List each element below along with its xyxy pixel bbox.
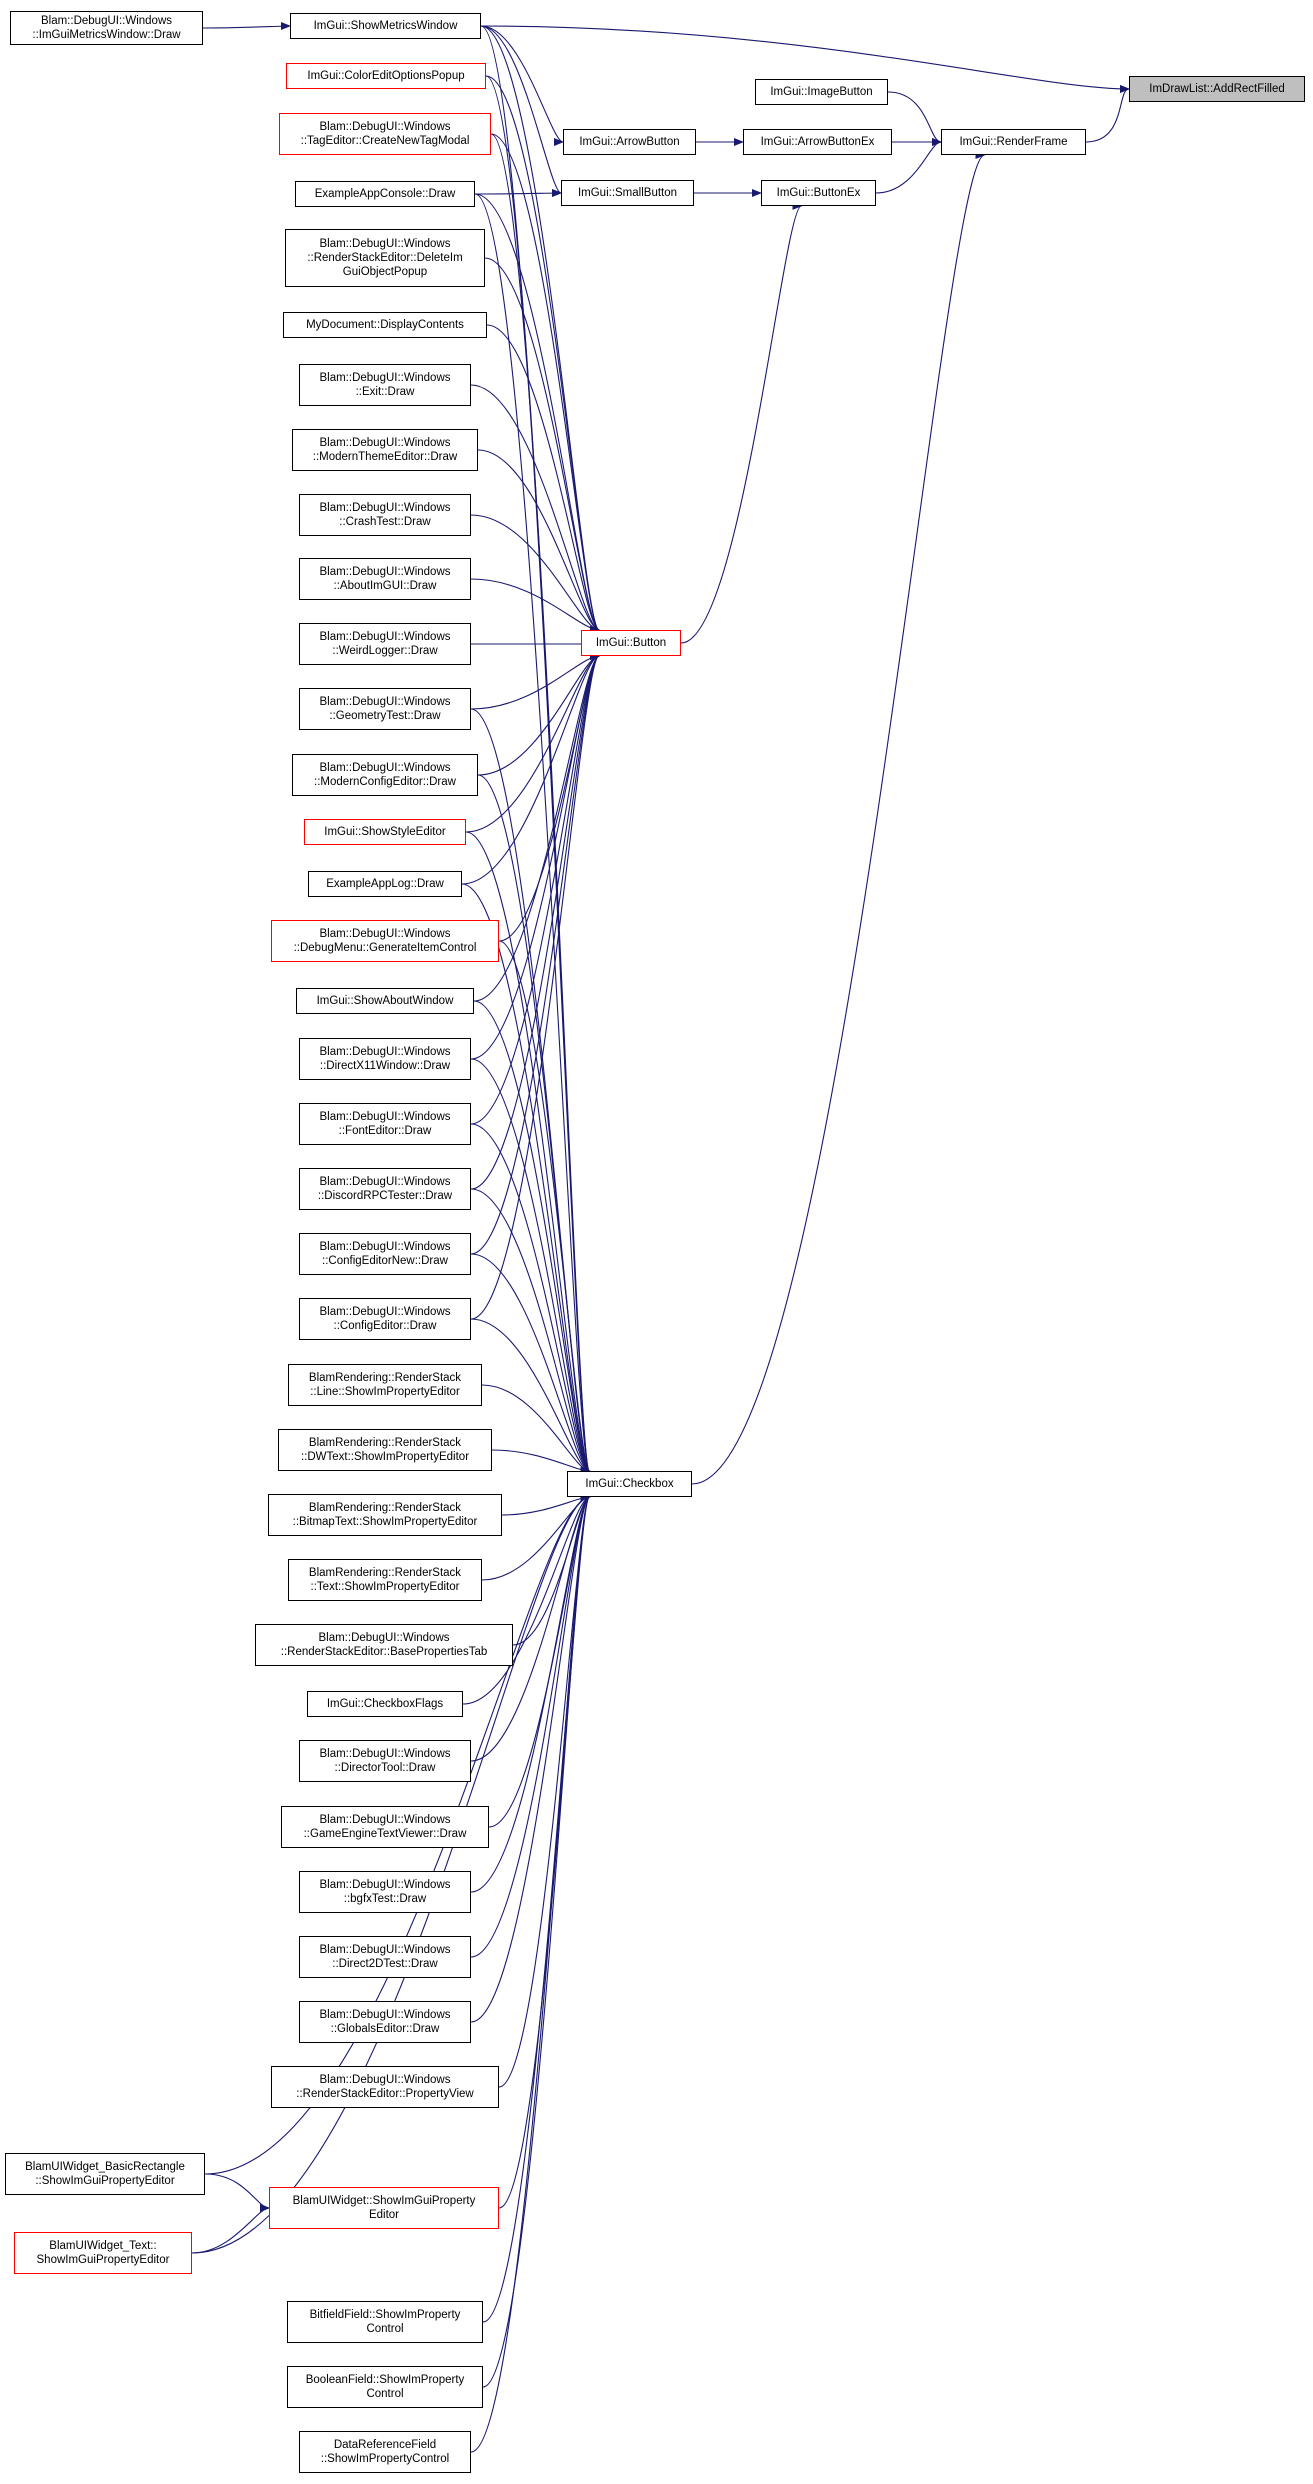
node-label-line: Blam::DebugUI::Windows [319,2009,451,2021]
node-addrect[interactable] [1129,76,1305,102]
node-baseprops[interactable] [255,1624,513,1666]
node-label-line: ::RenderStackEditor::BasePropertiesTab [280,1646,488,1658]
node-rstext[interactable] [288,1559,482,1601]
node-label-line: BooleanField::ShowImProperty [305,2374,465,2386]
node-label-line: BitfieldField::ShowImProperty [309,2309,461,2321]
node-arrowbutton[interactable] [563,129,696,155]
node-label-line: ::GeometryTest::Draw [329,710,441,722]
node-label-line: ::Line::ShowImPropertyEditor [310,1386,460,1398]
node-label-line: Blam::DebugUI::Windows [319,1748,451,1760]
node-label-line: Blam::DebugUI::Windows [319,1241,451,1253]
node-showabout[interactable] [296,988,474,1014]
node-label-line: ::ShowImPropertyControl [320,2453,450,2465]
node-propertyview[interactable] [271,2066,499,2108]
node-label-line: ::DirectorTool::Draw [334,1762,436,1774]
node-label-line: Blam::DebugUI::Windows [319,1046,451,1058]
node-label-line: ImGui::SmallButton [577,187,678,199]
node-label-line: ImGui::Button [595,637,667,649]
node-label-line: ImGui::ImageButton [770,86,873,98]
node-label-line: Blam::DebugUI::Windows [318,1632,450,1644]
node-label-line: Blam::DebugUI::Windows [319,1944,451,1956]
node-dataref[interactable] [299,2431,471,2473]
node-label-line: Blam::DebugUI::Windows [319,372,451,384]
node-button[interactable] [581,630,681,656]
node-label-line: ExampleAppConsole::Draw [314,188,456,200]
node-label-line: Blam::DebugUI::Windows [319,1176,451,1188]
node-modernconfig[interactable] [292,754,478,796]
node-label-line: ImGui::ButtonEx [776,187,861,199]
node-mydocument[interactable] [283,312,487,338]
node-label-line: DataReferenceField [333,2439,437,2451]
node-label-line: ::WeirdLogger::Draw [332,645,438,657]
node-label-line: ::TagEditor::CreateNewTagModal [300,135,470,147]
node-label-line: Blam::DebugUI::Windows [319,762,451,774]
node-label-line: ::bgfxTest::Draw [343,1893,427,1905]
node-label-line: BlamUIWidget::ShowImGuiProperty [292,2195,476,2207]
node-label-line: ImGui::Checkbox [585,1478,674,1490]
node-label-line: ::ShowImGuiPropertyEditor [35,2175,175,2187]
node-basicrect[interactable] [5,2153,205,2195]
node-tageditor[interactable] [279,113,491,155]
node-imagebutton[interactable] [755,79,888,105]
node-label-line: ::GameEngineTextViewer::Draw [303,1828,467,1840]
node-configeditor[interactable] [299,1298,471,1340]
node-label-line: ImGui::ShowAboutWindow [316,995,454,1007]
node-uiwidgettext[interactable] [14,2232,192,2274]
node-label-line: ::ConfigEditorNew::Draw [322,1255,448,1267]
node-label-line: ::Direct2DTest::Draw [332,1958,438,1970]
node-checkboxflags[interactable] [307,1691,463,1717]
node-rsdwtext[interactable] [278,1429,492,1471]
node-aboutimgui[interactable] [299,558,471,600]
node-label-line: ImDrawList::AddRectFilled [1149,83,1285,95]
node-label-line: Blam::DebugUI::Windows [319,121,451,133]
node-weirdlogger[interactable] [299,623,471,665]
node-rsbitmap[interactable] [268,1494,502,1536]
node-smallbutton[interactable] [561,180,694,206]
node-label-line: Blam::DebugUI::Windows [40,15,173,27]
node-label-line: Blam::DebugUI::Windows [319,238,451,250]
node-label-line: Control [366,2388,404,2400]
node-label-line: Blam::DebugUI::Windows [319,696,451,708]
node-label-line: ::DiscordRPCTester::Draw [317,1190,453,1202]
node-label-line: Blam::DebugUI::Windows [319,1814,451,1826]
node-rsline[interactable] [288,1364,482,1406]
node-exitdraw[interactable] [299,364,471,406]
node-label-line: BlamRendering::RenderStack [308,1372,462,1384]
node-geometrytest[interactable] [299,688,471,730]
node-checkbox[interactable] [567,1471,692,1497]
node-boolean[interactable] [287,2366,483,2408]
node-label-line: ::CrashTest::Draw [339,516,431,528]
node-showstyle[interactable] [304,819,466,845]
node-label-line: ImGui::ColorEditOptionsPopup [307,70,465,82]
node-label-line: ::FontEditor::Draw [338,1125,432,1137]
node-label-line: BlamUIWidget_Text:: [49,2240,157,2252]
node-label-line: ::RenderStackEditor::DeleteIm [307,252,463,264]
node-label-line: Blam::DebugUI::Windows [319,1306,451,1318]
node-crashtest[interactable] [299,494,471,536]
node-label-line: ExampleAppLog::Draw [326,878,444,890]
node-label-line: ::AboutImGUI::Draw [333,580,437,592]
node-label-line: Control [366,2323,404,2335]
node-gameengine[interactable] [281,1806,489,1848]
node-applog[interactable] [308,871,462,897]
node-configeditornew[interactable] [299,1233,471,1275]
node-label-line: Blam::DebugUI::Windows [319,631,451,643]
node-label-line: ::DWText::ShowImPropertyEditor [300,1451,470,1463]
node-fonteditor[interactable] [299,1103,471,1145]
node-bitfield[interactable] [287,2301,483,2343]
node-label-line: ImGui::RenderFrame [959,136,1068,148]
node-label-line: ::Text::ShowImPropertyEditor [310,1581,460,1593]
node-label-line: GuiObjectPopup [342,266,428,278]
node-uiwidget[interactable] [269,2187,499,2229]
node-label-line: Blam::DebugUI::Windows [319,566,451,578]
node-bgfxtest[interactable] [299,1871,471,1913]
node-arrowbuttonex[interactable] [743,129,892,155]
node-showmetrics[interactable] [290,13,481,39]
node-label-line: Blam::DebugUI::Windows [319,1111,451,1123]
node-label-line: BlamRendering::RenderStack [308,1437,462,1449]
node-directortool[interactable] [299,1740,471,1782]
node-label-line: MyDocument::DisplayContents [306,319,464,331]
node-label-line: Blam::DebugUI::Windows [319,2074,451,2086]
node-label-line: Blam::DebugUI::Windows [319,1879,451,1891]
node-buttonex[interactable] [761,180,876,206]
node-label-line: Blam::DebugUI::Windows [319,502,451,514]
node-label-line: ::ConfigEditor::Draw [333,1320,437,1332]
node-discordrpc[interactable] [299,1168,471,1210]
node-label-line: ::ModernConfigEditor::Draw [314,776,456,788]
node-debugmenu[interactable] [271,920,499,962]
node-label-line: ::DebugMenu::GenerateItemControl [293,942,477,954]
node-label-line: ImGui::ArrowButtonEx [760,136,875,148]
node-label-line: ImGui::ShowMetricsWindow [313,20,458,32]
node-label-line: BlamUIWidget_BasicRectangle [25,2161,185,2173]
node-coloredit[interactable] [286,63,486,89]
node-label-line: Blam::DebugUI::Windows [319,928,451,940]
node-label-line: BlamRendering::RenderStack [308,1567,462,1579]
node-label-line: ::ImGuiMetricsWindow::Draw [32,29,181,41]
node-label-line: ImGui::ArrowButton [579,136,680,148]
node-label-line: BlamRendering::RenderStack [308,1502,462,1514]
node-deleteimgui[interactable] [285,229,485,287]
node-appconsole[interactable] [295,181,475,207]
node-globals[interactable] [299,2001,471,2043]
node-label-line: ImGui::ShowStyleEditor [324,826,446,838]
node-label-line: ::ModernThemeEditor::Draw [312,451,458,463]
node-label-line: ::BitmapText::ShowImPropertyEditor [292,1516,478,1528]
node-direct2d[interactable] [299,1936,471,1978]
node-label-line: Blam::DebugUI::Windows [319,437,451,449]
node-label-line: ImGui::CheckboxFlags [326,1698,444,1710]
node-label-line: ::RenderStackEditor::PropertyView [296,2088,474,2100]
node-label-line: ::Exit::Draw [355,386,415,398]
node-metricsdraw[interactable] [10,11,203,45]
node-label-line: ::DirectX11Window::Draw [319,1060,451,1072]
node-label-line: ::GlobalsEditor::Draw [330,2023,440,2035]
node-label-line: Editor [368,2209,400,2221]
node-moderntheme[interactable] [292,429,478,471]
node-directx11[interactable] [299,1038,471,1080]
node-renderframe[interactable] [941,129,1086,155]
node-label-line: ShowImGuiPropertyEditor [36,2254,170,2266]
